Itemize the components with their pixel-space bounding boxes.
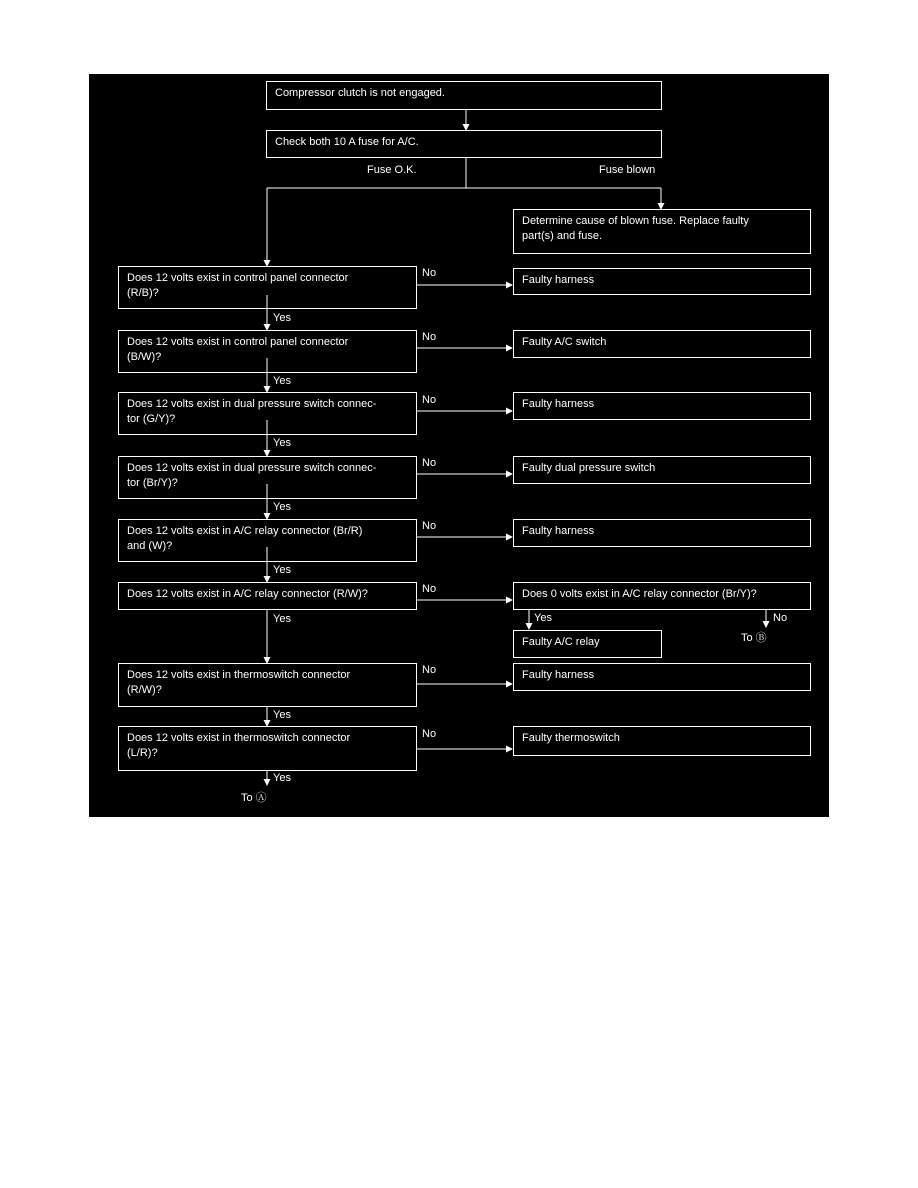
question-box: Does 12 volts exist in dual pressure switch connec- tor (G/Y)? <box>118 392 417 435</box>
question-box: Does 12 volts exist in A/C relay connector (R/W)? <box>118 582 417 610</box>
fault-box: Faulty thermoswitch <box>513 726 811 756</box>
relay-yes-label: Yes <box>534 612 552 624</box>
yes-label: Yes <box>273 772 291 784</box>
relay-fault-box: Faulty A/C relay <box>513 630 662 658</box>
fault-box: Faulty harness <box>513 519 811 547</box>
yes-label: Yes <box>273 312 291 324</box>
fuse-ok-label: Fuse O.K. <box>367 164 417 176</box>
relay-no-label: No <box>773 612 788 624</box>
no-label: No <box>422 520 437 532</box>
no-label: No <box>422 267 437 279</box>
to-a-label: To Ⓐ <box>241 792 267 804</box>
fault-box: Faulty harness <box>513 663 811 691</box>
question-box: Does 12 volts exist in A/C relay connector (Br/R) and (W)? <box>118 519 417 562</box>
no-label: No <box>422 664 437 676</box>
no-label: No <box>422 394 437 406</box>
question-box: Does 12 volts exist in control panel connector (R/B)? <box>118 266 417 309</box>
no-label: No <box>422 457 437 469</box>
flowchart <box>89 74 829 817</box>
start-box: Compressor clutch is not engaged. <box>266 81 662 110</box>
no-label: No <box>422 728 437 740</box>
blown-fuse-action-box: Determine cause of blown fuse. Replace faulty part(s) and fuse. <box>513 209 811 254</box>
yes-label: Yes <box>273 613 291 625</box>
yes-label: Yes <box>273 564 291 576</box>
fault-box: Faulty harness <box>513 268 811 295</box>
yes-label: Yes <box>273 437 291 449</box>
yes-label: Yes <box>273 375 291 387</box>
question-box: Does 12 volts exist in control panel connector (B/W)? <box>118 330 417 373</box>
fault-box: Faulty harness <box>513 392 811 420</box>
fuse-blown-label: Fuse blown <box>599 164 656 176</box>
check-fuse-box: Check both 10 A fuse for A/C. <box>266 130 662 158</box>
question-box: Does 12 volts exist in thermoswitch connector (R/W)? <box>118 663 417 707</box>
yes-label: Yes <box>273 709 291 721</box>
question-box: Does 12 volts exist in dual pressure switch connec- tor (Br/Y)? <box>118 456 417 499</box>
to-b-label: To Ⓑ <box>741 632 767 644</box>
no-label: No <box>422 331 437 343</box>
fault-box: Faulty dual pressure switch <box>513 456 811 484</box>
yes-label: Yes <box>273 501 291 513</box>
no-label: No <box>422 583 437 595</box>
relay-question-box: Does 0 volts exist in A/C relay connector (Br/Y)? <box>513 582 811 610</box>
fault-box: Faulty A/C switch <box>513 330 811 358</box>
question-box: Does 12 volts exist in thermoswitch connector (L/R)? <box>118 726 417 771</box>
